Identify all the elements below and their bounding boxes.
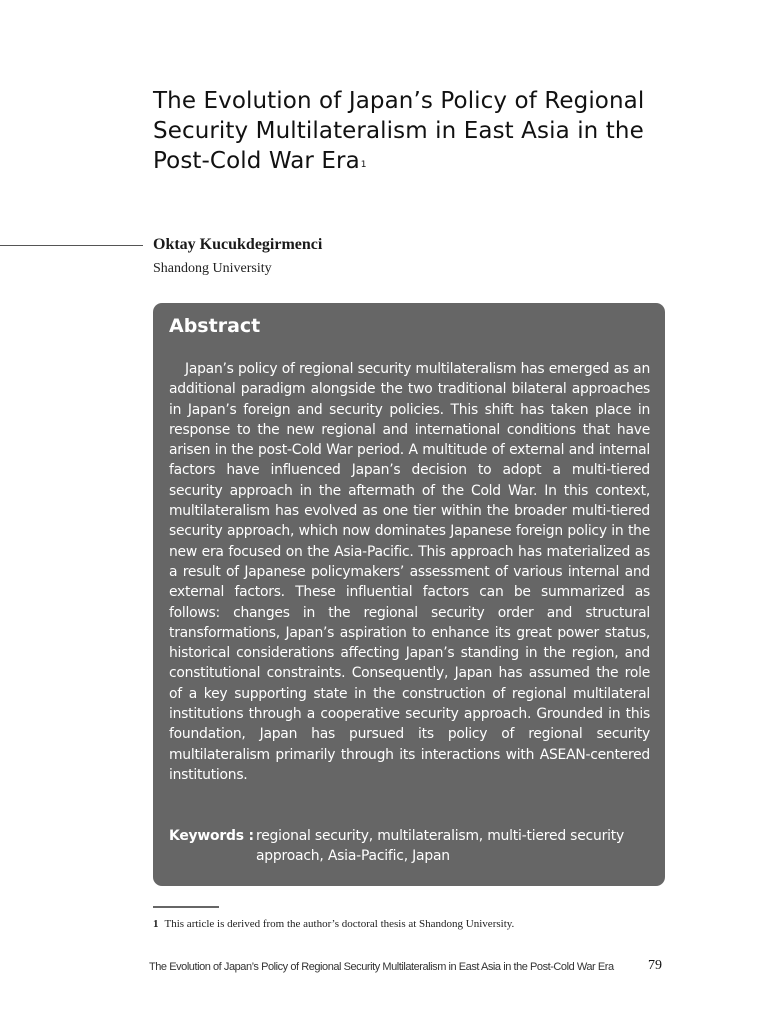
abstract-heading: Abstract	[169, 315, 261, 337]
abstract-box	[153, 303, 665, 886]
article-title	[153, 86, 673, 176]
author-divider-rule	[0, 245, 143, 246]
author-name: Oktay Kucukdegirmenci	[153, 236, 323, 253]
article-title-text: The Evolution of Japan’s Policy of Regional Security Multilateralism in East Asia in the Post-Cold War Era	[153, 88, 645, 174]
running-footer-title: The Evolution of Japan’s Policy of Regional Security Multilateralism in East Asia in the Post-Cold War Era	[149, 961, 614, 973]
footnote-number: 1	[153, 918, 159, 930]
page-number: 79	[648, 958, 662, 973]
footnote	[153, 918, 514, 930]
abstract-body: Japan’s policy of regional security multilateralism has emerged as an additional paradigm alongside the two traditional bilateral approaches in Japan’s foreign and security policies. This shift has taken place in response to the new regional and international conditions that have arisen in the post-Cold War period. A multitude of external and internal factors have influenced Japan’s decision to adopt a multi-tiered security approach in the aftermath of the Cold War. In this context, multilateralism has evolved as one tier within the broader multi-tiered security approach, which now dominates Japanese foreign policy in the new era focused on the Asia-Pacific. This approach has materialized as a result of Japanese policymakers’ assessment of various internal and external factors. These influential factors can be summarized as follows: changes in the regional security order and structural transformations, Japan’s aspiration to enhance its great power status, historical considerations affecting Japan’s standing in the region, and constitutional constraints. Consequently, Japan has assumed the role of a key supporting state in the construction of regional multilateral institutions through a cooperative security approach. Grounded in this foundation, Japan has pursued its policy of regional security multilateralism primarily through its interactions with ASEAN-centered institutions.	[169, 361, 650, 783]
title-footnote-marker[interactable]: 1	[360, 160, 367, 170]
keywords-list: regional security, multilateralism, multi-tiered security approach, Asia-Pacific, Japan	[256, 828, 625, 865]
keywords-label: Keywords :	[169, 828, 254, 844]
footnote-rule	[153, 906, 219, 908]
author-affiliation: Shandong University	[153, 261, 272, 276]
footnote-text: This article is derived from the author’s doctoral thesis at Shandong University.	[164, 918, 515, 930]
